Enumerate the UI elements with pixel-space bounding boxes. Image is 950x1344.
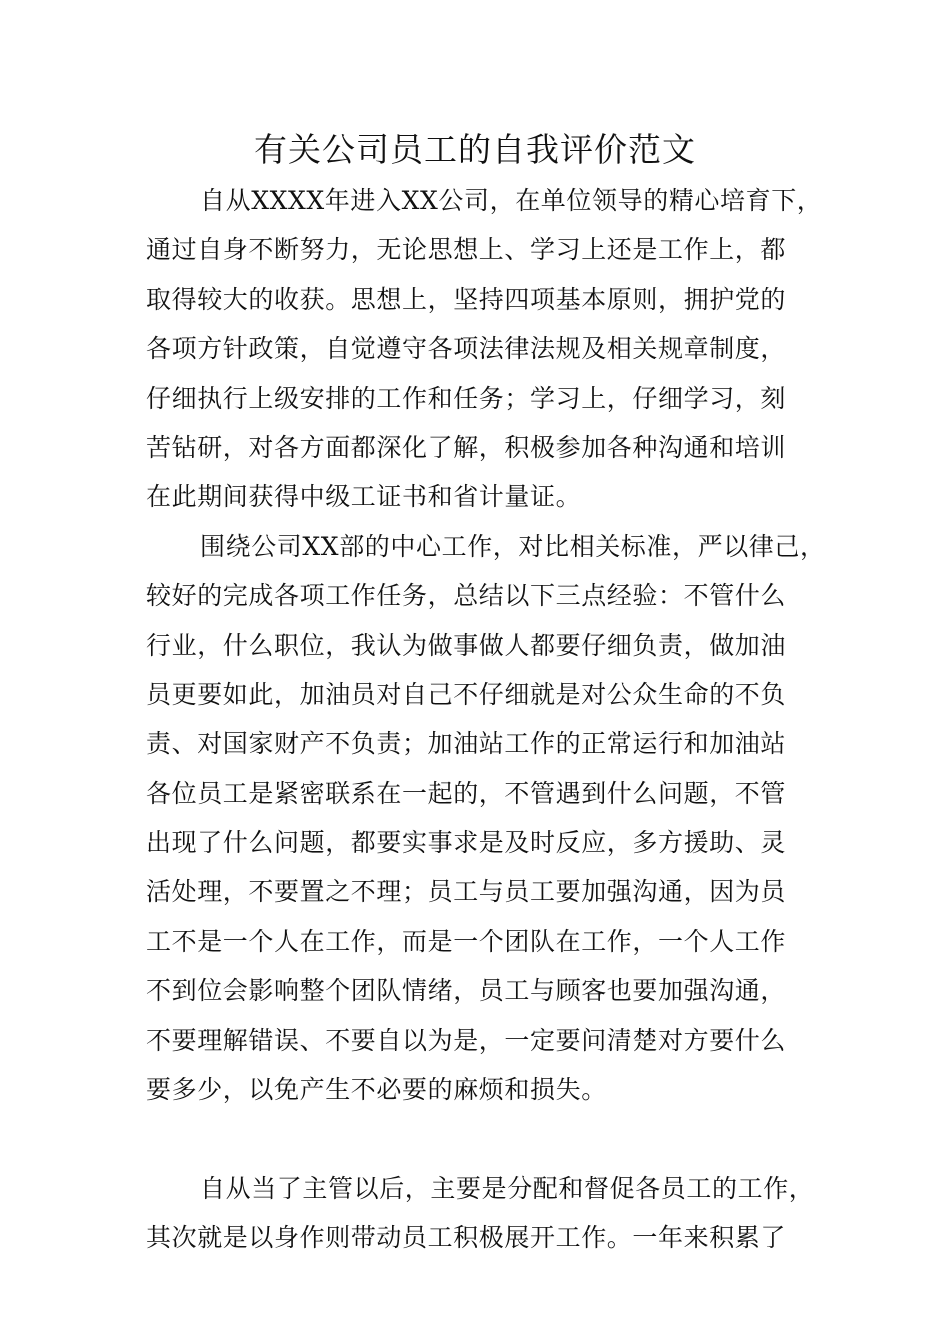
paragraph-2-line: 员更要如此，加油员对自己不仔细就是对公众生命的不负 bbox=[146, 679, 787, 709]
paragraph-1-line: 仔细执行上级安排的工作和任务；学习上，仔细学习，刻 bbox=[146, 383, 787, 413]
paragraph-2-line: 围绕公司XX部的中心工作，对比相关标准，严以律己， bbox=[200, 531, 826, 561]
paragraph-2-line: 不要理解错误、不要自以为是，一定要问清楚对方要什么 bbox=[146, 1025, 787, 1055]
paragraph-2-line: 不到位会影响整个团队情绪，员工与顾客也要加强沟通， bbox=[146, 976, 787, 1006]
paragraph-2-line: 行业，什么职位，我认为做事做人都要仔细负责，做加油 bbox=[146, 630, 787, 660]
paragraph-3-line: 自从当了主管以后，主要是分配和督促各员工的工作， bbox=[200, 1173, 815, 1203]
paragraph-1-line: 苦钻研，对各方面都深化了解，积极参加各种沟通和培训 bbox=[146, 432, 787, 462]
paragraph-2-line bbox=[146, 1114, 836, 1163]
paragraph-2-line: 出现了什么问题，都要实事求是及时反应，多方援助、灵 bbox=[146, 828, 787, 858]
paragraph-1-line: 取得较大的收获。思想上，坚持四项基本原则，拥护党的 bbox=[146, 284, 787, 314]
paragraph-1-line: 在此期间获得中级工证书和省计量证。 bbox=[146, 482, 582, 512]
paragraph-2-line: 要多少，以免产生不必要的麻烦和损失。 bbox=[146, 1075, 607, 1105]
paragraph-3-line: 其次就是以身作则带动员工积极展开工作。一年来积累了 bbox=[146, 1223, 787, 1253]
paragraph-2-line: 各位员工是紧密联系在一起的，不管遇到什么问题，不管 bbox=[146, 778, 787, 808]
paragraph-1-line: 各项方针政策，自觉遵守各项法律法规及相关规章制度， bbox=[146, 334, 787, 364]
paragraph-2-line: 工不是一个人在工作，而是一个团队在工作，一个人工作 bbox=[146, 926, 787, 956]
document-title: 有关公司员工的自我评价范文 bbox=[254, 130, 696, 169]
paragraph-1-line: 通过自身不断努力，无论思想上、学习上还是工作上，都 bbox=[146, 235, 787, 265]
paragraph-1-line: 自从XXXX年进入XX公司，在单位领导的精心培育下， bbox=[200, 186, 823, 215]
paragraph-2-line: 较好的完成各项工作任务，总结以下三点经验：不管什么 bbox=[146, 581, 787, 611]
paragraph-2-line: 责、对国家财产不负责；加油站工作的正常运行和加油站 bbox=[146, 729, 787, 759]
document-body bbox=[146, 176, 836, 1263]
paragraph-2-line: 活处理，不要置之不理；员工与员工要加强沟通，因为员 bbox=[146, 877, 787, 907]
